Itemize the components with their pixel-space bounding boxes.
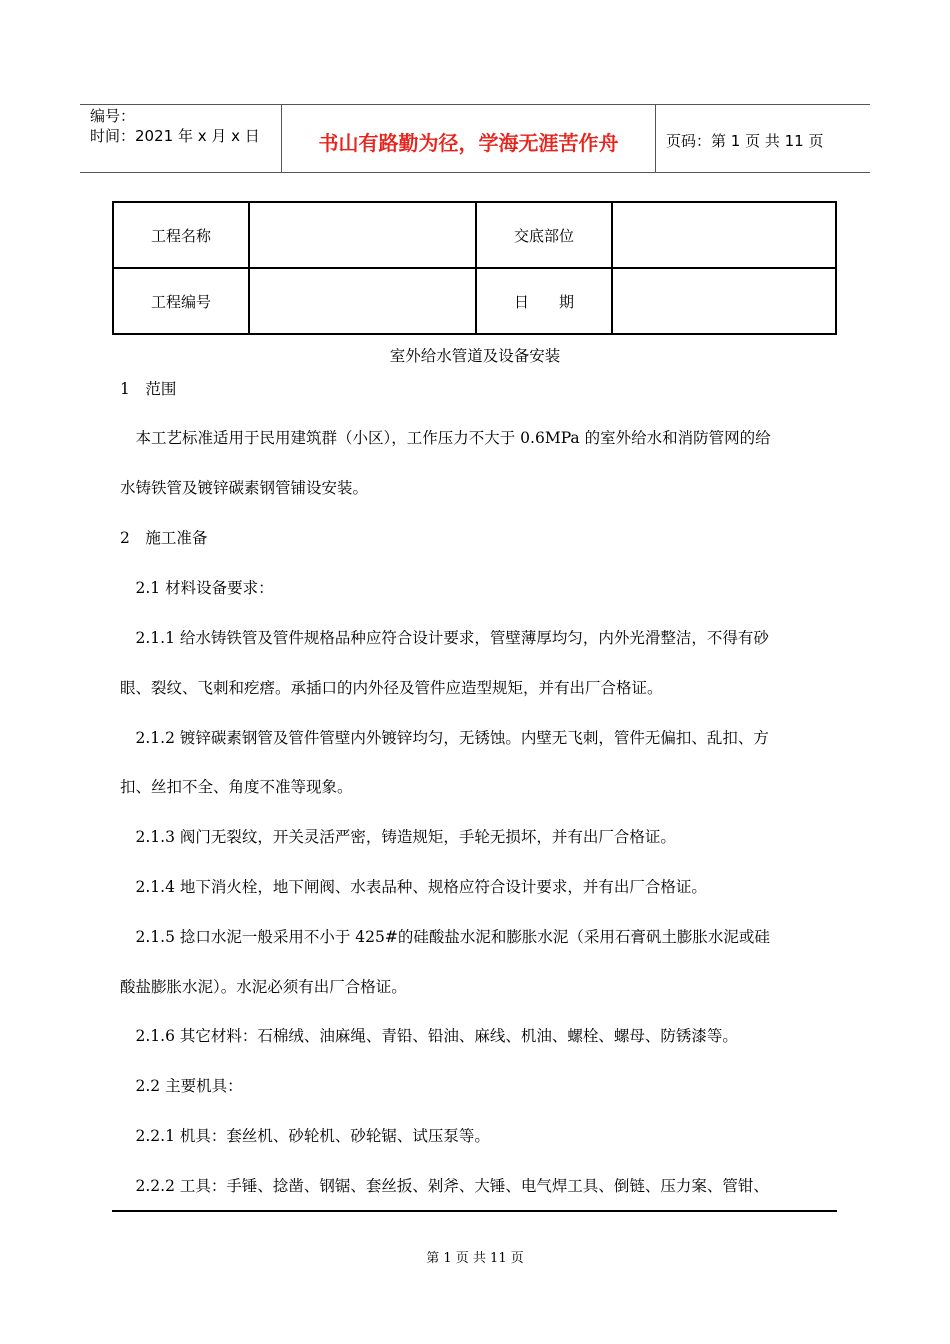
paragraph-line: 2.1.4 地下消火栓，地下闸阀、水表品种、规格应符合设计要求，并有出厂合格证。: [120, 878, 707, 896]
date-value: [612, 268, 836, 334]
section-heading: 2 施工准备: [120, 529, 208, 547]
paragraph-line: 本工艺标准适用于民用建筑群（小区），工作压力不大于 0.6MPa 的室外给水和消防管网的给: [120, 429, 771, 447]
project-info-table: [112, 201, 837, 335]
handover-part-value: [612, 202, 836, 268]
footer-page-number: 第 1 页 共 11 页: [426, 1251, 524, 1266]
table-row: [113, 202, 836, 268]
header-motto: 书山有路勤为径，学海无涯苦作舟: [318, 131, 619, 155]
handover-part-label: 交底部位: [476, 202, 612, 268]
header-page-info: 页码：第 1 页 共 11 页: [666, 132, 824, 150]
project-name-label: 工程名称: [113, 202, 249, 268]
paragraph-line: 2.1.6 其它材料：石棉绒、油麻绳、青铅、铅油、麻线、机油、螺栓、螺母、防锈漆等。: [120, 1027, 738, 1045]
paragraph-line: 2.1 材料设备要求：: [120, 579, 274, 597]
time-label: 时间：2021 年 x 月 x 日: [90, 127, 260, 145]
footer-rule: [112, 1210, 837, 1212]
paragraph-line: 2.1.3 阀门无裂纹，开关灵活严密，铸造规矩，手轮无损坏，并有出厂合格证。: [120, 828, 676, 846]
section-heading: 1 范围: [120, 380, 177, 398]
project-no-value: [249, 268, 476, 334]
paragraph-line: 2.1.2 镀锌碳素钢管及管件管壁内外镀锌均匀，无锈蚀。内壁无飞刺，管件无偏扣、乱扣、方: [120, 729, 769, 747]
project-name-value: [249, 202, 476, 268]
doc-title: 室外给水管道及设备安装: [389, 347, 561, 365]
serial-label: 编号：: [90, 107, 136, 125]
paragraph-line: 水铸铁管及镀锌碳素钢管铺设安装。: [120, 479, 369, 497]
paragraph-line: 2.2 主要机具：: [120, 1077, 243, 1095]
paragraph-line: 2.2.2 工具：手锤、捻凿、钢锯、套丝扳、剁斧、大锤、电气焊工具、倒链、压力案、管钳、: [120, 1177, 769, 1195]
header-bottom-rule: [80, 172, 870, 173]
paragraph-line: 2.1.1 给水铸铁管及管件规格品种应符合设计要求，管壁薄厚均匀，内外光滑整洁，不得有砂: [120, 629, 769, 647]
paragraph-line: 眼、裂纹、飞刺和疙瘩。承插口的内外径及管件应造型规矩，并有出厂合格证。: [120, 679, 663, 697]
header-divider-right: [655, 104, 656, 173]
paragraph-line: 扣、丝扣不全、角度不准等现象。: [120, 778, 353, 796]
header-top-rule: [80, 104, 870, 105]
project-no-label: 工程编号: [113, 268, 249, 334]
header-meta: [90, 106, 260, 146]
paragraph-line: 2.2.1 机具：套丝机、砂轮机、砂轮锯、试压泵等。: [120, 1127, 490, 1145]
paragraph-line: 酸盐膨胀水泥）。水泥必须有出厂合格证。: [120, 978, 407, 996]
table-row: [113, 268, 836, 334]
paragraph-line: 2.1.5 捻口水泥一般采用不小于 425#的硅酸盐水泥和膨胀水泥（采用石膏矾土膨胀水泥或硅: [120, 928, 770, 946]
date-label: 日 期: [476, 268, 612, 334]
